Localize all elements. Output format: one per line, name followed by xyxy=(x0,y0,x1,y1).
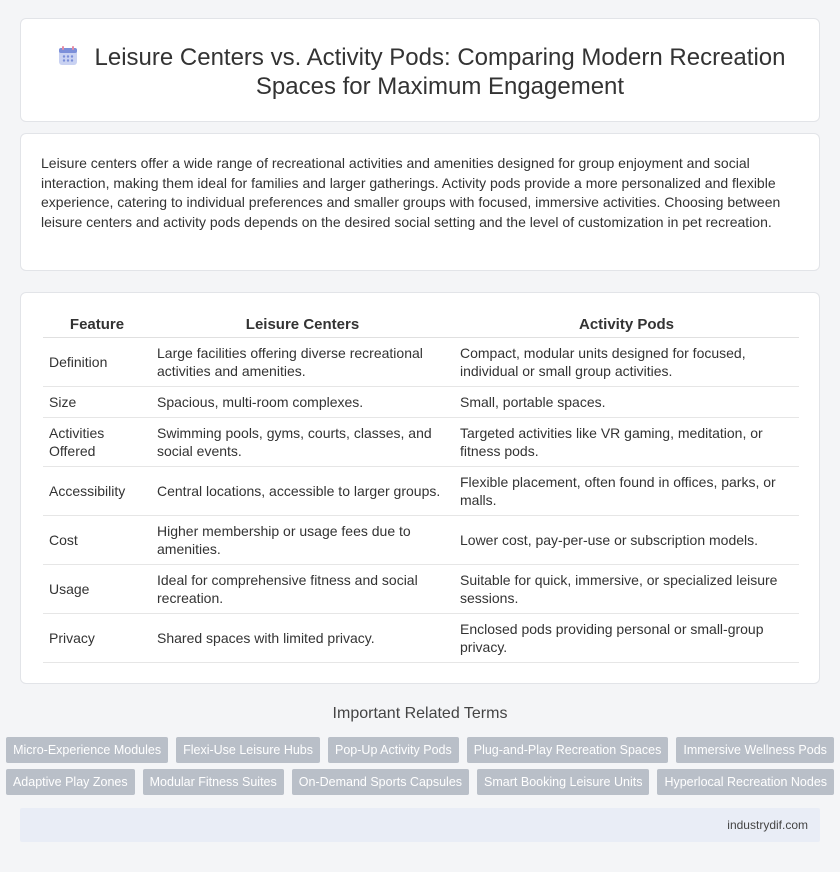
table-row xyxy=(43,613,799,662)
pods-cell: Lower cost, pay-per-use or subscription models. xyxy=(454,515,799,564)
table-row xyxy=(43,466,799,515)
feature-cell: Privacy xyxy=(43,613,151,662)
feature-cell: Size xyxy=(43,386,151,417)
related-terms-title: Important Related Terms xyxy=(332,705,508,722)
leisure-cell: Central locations, accessible to larger groups. xyxy=(151,466,454,515)
table-row xyxy=(43,386,799,417)
feature-cell: Usage xyxy=(43,564,151,613)
related-tag[interactable]: On-Demand Sports Capsules xyxy=(292,769,469,795)
footer-site-link[interactable]: industrydif.com xyxy=(727,818,808,832)
header-leisure-centers: Leisure Centers xyxy=(151,315,454,337)
related-tags-row-2 xyxy=(12,769,828,795)
related-tag[interactable]: Micro-Experience Modules xyxy=(6,737,168,763)
leisure-cell: Ideal for comprehensive fitness and social recreation. xyxy=(151,564,454,613)
pods-cell: Small, portable spaces. xyxy=(454,386,799,417)
pods-cell: Compact, modular units designed for focused, individual or small group activities. xyxy=(454,337,799,386)
related-tag[interactable]: Modular Fitness Suites xyxy=(143,769,284,795)
footer-bar xyxy=(20,808,820,842)
leisure-cell: Shared spaces with limited privacy. xyxy=(151,613,454,662)
table-row xyxy=(43,564,799,613)
related-tag[interactable]: Flexi-Use Leisure Hubs xyxy=(176,737,320,763)
related-tag[interactable]: Immersive Wellness Pods xyxy=(676,737,834,763)
related-tags-row-1 xyxy=(13,737,827,763)
pods-cell: Flexible placement, often found in offices, parks, or malls. xyxy=(454,466,799,515)
feature-cell: Accessibility xyxy=(43,466,151,515)
related-tag[interactable]: Hyperlocal Recreation Nodes xyxy=(657,769,834,795)
related-tag[interactable]: Pop-Up Activity Pods xyxy=(328,737,459,763)
related-tag[interactable]: Smart Booking Leisure Units xyxy=(477,769,649,795)
intro-card xyxy=(20,133,820,271)
feature-cell: Activities Offered xyxy=(43,417,151,466)
title-card xyxy=(20,18,820,122)
page-title: Leisure Centers vs. Activity Pods: Comparing Modern Recreation Spaces for Maximum Engagement xyxy=(94,44,786,100)
header-feature: Feature xyxy=(43,315,151,337)
table-header-row xyxy=(43,315,799,337)
leisure-cell: Higher membership or usage fees due to amenities. xyxy=(151,515,454,564)
pods-cell: Targeted activities like VR gaming, meditation, or fitness pods. xyxy=(454,417,799,466)
table-row xyxy=(43,417,799,466)
feature-cell: Definition xyxy=(43,337,151,386)
related-tag[interactable]: Plug-and-Play Recreation Spaces xyxy=(467,737,669,763)
comparison-table-card xyxy=(20,292,820,684)
comparison-table xyxy=(43,315,799,663)
leisure-cell: Spacious, multi-room complexes. xyxy=(151,386,454,417)
intro-paragraph: Leisure centers offer a wide range of recreational activities and amenities designed for group enjoyment and social interaction, making them ideal for families and larger gatherings. Activity pods provide a more personalized and flexible experience, catering to individual preferences and smaller groups with focused, immersive activities. Choosing between leisure centers and activity pods depends on the desired social setting and the level of customization in pet recreation. xyxy=(41,155,781,230)
pods-cell: Suitable for quick, immersive, or specialized leisure sessions. xyxy=(454,564,799,613)
related-tag[interactable]: Adaptive Play Zones xyxy=(6,769,135,795)
table-row xyxy=(43,515,799,564)
table-row xyxy=(43,337,799,386)
header-activity-pods: Activity Pods xyxy=(454,315,799,337)
pods-cell: Enclosed pods providing personal or small-group privacy. xyxy=(454,613,799,662)
feature-cell: Cost xyxy=(43,515,151,564)
leisure-cell: Large facilities offering diverse recreational activities and amenities. xyxy=(151,337,454,386)
leisure-cell: Swimming pools, gyms, courts, classes, and social events. xyxy=(151,417,454,466)
